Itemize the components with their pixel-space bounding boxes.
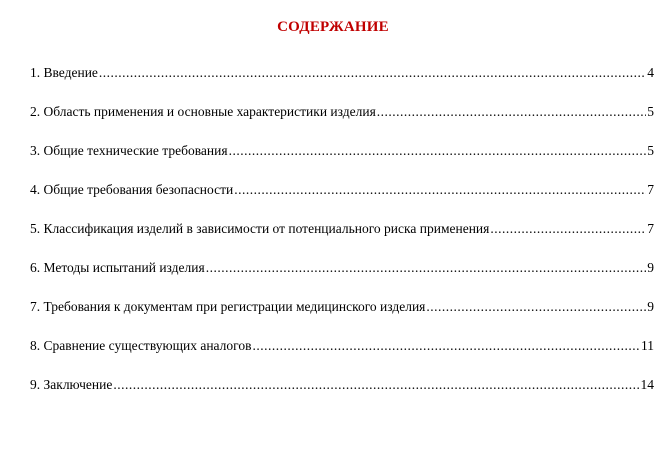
toc-page-number: 11 xyxy=(641,338,654,353)
toc-entry-safety-requirements xyxy=(30,179,654,201)
toc-entry-analogs-comparison xyxy=(30,335,654,357)
toc-entry-text: 4. Общие требования безопасности xyxy=(30,182,234,197)
toc-page-number: 5 xyxy=(647,104,654,119)
dot-leader xyxy=(426,296,646,318)
toc-page-number: 7 xyxy=(647,182,654,197)
toc-entry-text: 5. Классификация изделий в зависимости от потенциального риска применения xyxy=(30,221,490,236)
page-title: СОДЕРЖАНИЕ xyxy=(277,19,389,35)
toc-entry-technical-requirements xyxy=(30,140,654,162)
toc-page-number: 7 xyxy=(647,221,654,236)
toc-entry-text: 2. Область применения и основные характеристики изделия xyxy=(30,104,376,119)
toc-page-number: 14 xyxy=(640,377,654,392)
dot-leader xyxy=(234,179,646,201)
dot-leader xyxy=(113,374,639,396)
dot-leader xyxy=(206,257,647,279)
table-of-contents xyxy=(30,62,654,413)
dot-leader xyxy=(99,62,646,84)
toc-entry-conclusion xyxy=(30,374,654,396)
toc-entry-text: 6. Методы испытаний изделия xyxy=(30,260,205,275)
toc-entry-classification xyxy=(30,218,654,240)
toc-page-number: 9 xyxy=(647,299,654,314)
toc-entry-text: 8. Сравнение существующих аналогов xyxy=(30,338,252,353)
dot-leader xyxy=(229,140,647,162)
toc-entry-introduction xyxy=(30,62,654,84)
dot-leader xyxy=(252,335,640,357)
toc-page-number: 9 xyxy=(647,260,654,275)
toc-entry-registration-documents xyxy=(30,296,654,318)
toc-entry-test-methods xyxy=(30,257,654,279)
toc-entry-text: 9. Заключение xyxy=(30,377,113,392)
dot-leader xyxy=(377,101,646,123)
toc-page-number: 4 xyxy=(647,65,654,80)
toc-page-number: 5 xyxy=(647,143,654,158)
toc-entry-text: 7. Требования к документам при регистрации медицинского изделия xyxy=(30,299,426,314)
toc-entry-text: 3. Общие технические требования xyxy=(30,143,228,158)
toc-entry-text: 1. Введение xyxy=(30,65,98,80)
dot-leader xyxy=(490,218,646,240)
toc-entry-scope xyxy=(30,101,654,123)
